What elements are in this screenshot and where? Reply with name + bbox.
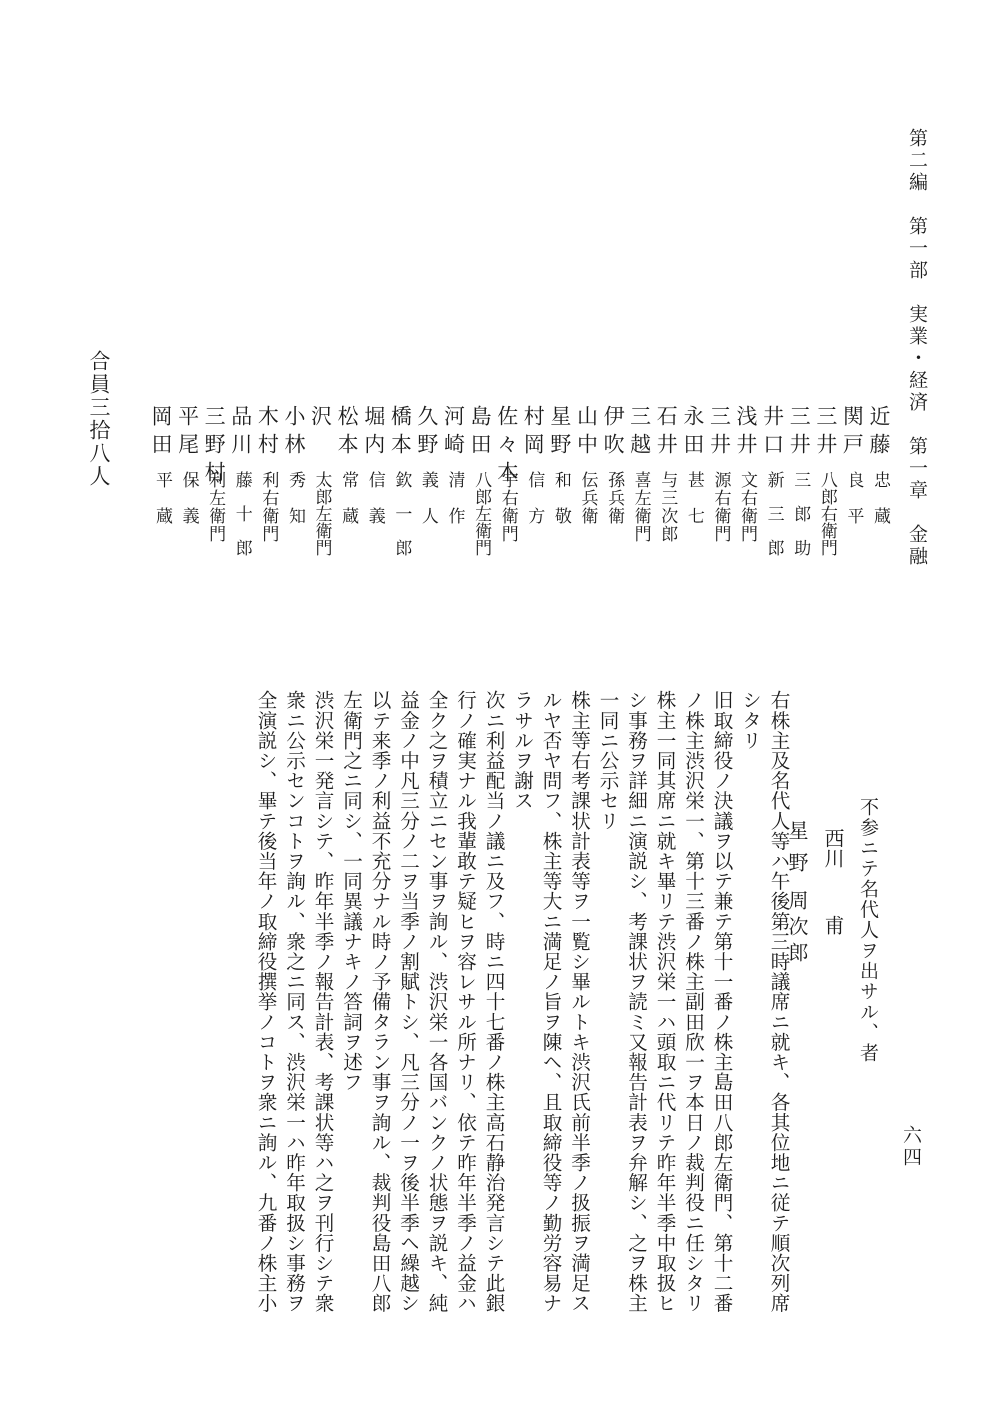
member-surname: 浅井 (734, 405, 759, 461)
body-line-text: 一同ニ公示セリ (596, 690, 619, 831)
member-given-name: 三 郎 助 (790, 471, 811, 556)
body-line-text: シ事務ヲ詳細ニ演説シ、考課状ヲ読ミ又報告計表ヲ弁解シ、之ヲ株主 (624, 690, 648, 1314)
member-given-name: 忠 蔵 (870, 471, 890, 525)
roster-member (653, 405, 680, 605)
body-line (336, 690, 365, 1380)
roster-member (599, 405, 626, 605)
member-surname: 堀内 (361, 405, 386, 461)
member-given-name: 八郎左衛門 (471, 471, 492, 556)
body-line (450, 690, 479, 1380)
roster-member (626, 405, 653, 605)
member-given-name: 源右衛門 (710, 471, 731, 543)
body-line-text: 行ノ確実ナル我輩敢テ疑ヒヲ容レサル所ナリ、依テ昨年半季ノ益金ハ (453, 690, 477, 1314)
member-surname: 品川 (228, 405, 253, 461)
body-line (251, 690, 280, 1380)
roster-member (732, 405, 759, 605)
member-surname: 松本 (335, 405, 360, 461)
member-given-name: 文右衛門 (737, 471, 758, 543)
body-line-text: シタリ (738, 690, 762, 751)
roster-member (440, 405, 467, 605)
member-surname: 石井 (654, 405, 679, 461)
body-line (735, 690, 764, 1380)
body-line (279, 690, 308, 1380)
roster-member (254, 405, 281, 605)
member-surname: 三野村 (202, 405, 227, 489)
body-line (536, 690, 565, 1380)
roster-member (706, 405, 733, 605)
body-line-text: 左衛門之ニ同シ、一同異議ナキノ答詞ヲ述フ (339, 690, 363, 1092)
member-given-name: 孫兵衛 (604, 471, 625, 525)
member-roster (147, 405, 892, 605)
body-line (308, 690, 337, 1380)
roster-member (573, 405, 600, 605)
body-line (479, 690, 508, 1380)
member-surname: 橋本 (388, 405, 413, 461)
running-title: 第二編 第一部 実業・経済 第一章 金融 (906, 128, 928, 568)
absent-surname: 星野 (785, 820, 809, 884)
member-surname: 島田 (468, 405, 493, 461)
body-line-text: 渋沢栄一発言シテ、昨年半季ノ報告計表、考課状等ハ之ヲ刊行シテ衆 (311, 690, 334, 1314)
body-line (365, 690, 394, 1380)
absent-surname: 西川 (821, 828, 845, 868)
member-surname: 永田 (680, 405, 705, 461)
absent-heading: 不参ニテ名代人ヲ出サル、者 (857, 797, 879, 1064)
body-line-text: 株主等右考課状計表等ヲ一覧シ畢ルトキ渋沢氏前半季ノ扱振ヲ満足ス (567, 690, 591, 1314)
body-line (678, 690, 707, 1380)
roster-member (786, 405, 813, 605)
roster-member (413, 405, 440, 605)
roster-member (147, 405, 174, 605)
member-total: 合員三拾八人 (87, 350, 111, 488)
member-given-name: 甚 七 (683, 471, 704, 525)
roster-member (201, 405, 228, 605)
member-given-name: 常 蔵 (338, 471, 359, 525)
body-line (621, 690, 650, 1380)
roster-member (387, 405, 414, 605)
member-surname: 三井 (787, 405, 812, 461)
member-surname: 岡田 (148, 405, 173, 461)
member-surname: 久野 (414, 405, 439, 461)
absent-given: 甫 (821, 915, 845, 935)
member-given-name: 平 蔵 (151, 471, 172, 525)
body-line (422, 690, 451, 1380)
member-surname: 三井 (813, 405, 838, 461)
body-line (393, 690, 422, 1380)
member-surname: 村岡 (521, 405, 546, 461)
member-given-name: 与三次郎 (657, 471, 678, 543)
body-line (593, 690, 622, 1380)
member-surname: 小林 (281, 405, 306, 461)
body-line-text: 旧取締役ノ決議ヲ以テ兼テ第十一番ノ株主島田八郎左衛門、第十二番 (710, 690, 733, 1314)
body-line-text: 益金ノ中凡三分ノ二ヲ当季ノ割賦トシ、凡三分ノ一ヲ後半季ヘ繰越シ (396, 690, 420, 1314)
member-surname: 河崎 (441, 405, 466, 461)
roster-member (467, 405, 494, 605)
body-line-text: ルヤ否ヤ問フ、株主等大ニ満足ノ旨ヲ陳ヘ、且取締役等ノ勤労容易ナ (539, 690, 562, 1314)
member-given-name: 信 方 (524, 471, 545, 525)
member-given-name: 欽 一 郎 (391, 471, 412, 556)
roster-member (280, 405, 307, 605)
member-given-name: 太郎左衛門 (311, 471, 332, 556)
body-line-text: 全ク之ヲ積立ニセン事ヲ詢ル、渋沢栄一各国バンクノ状態ヲ説キ、純 (425, 690, 448, 1314)
body-line-text: 全演説シ、畢テ後当年ノ取締役撰挙ノコトヲ衆ニ詢ル、九番ノ株主小 (254, 690, 277, 1314)
roster-member (520, 405, 547, 605)
member-surname: 三越 (627, 405, 652, 461)
member-given-name: 良 平 (843, 471, 864, 525)
minutes-body (251, 690, 793, 1380)
member-given-name: 宇右衛門 (497, 471, 518, 543)
roster-member (759, 405, 786, 605)
roster-member (174, 405, 201, 605)
member-given-name: 和 敬 (550, 471, 571, 525)
member-surname: 三井 (707, 405, 732, 461)
member-surname: 井口 (760, 405, 785, 461)
member-given-name: 喜左衛門 (630, 471, 651, 543)
member-surname: 山中 (574, 405, 599, 461)
roster-member (360, 405, 387, 605)
roster-member (679, 405, 706, 605)
body-line-text: 衆ニ公示センコトヲ詢ル、衆之ニ同ス、渋沢栄一ハ昨年取扱シ事務ヲ (282, 690, 306, 1314)
body-line-text: 次ニ利益配当ノ議ニ及フ、時ニ四十七番ノ株主高石静治発言シテ此銀 (482, 690, 505, 1314)
body-line-text: ノ株主渋沢栄一、第十三番ノ株主副田欣一ヲ本日ノ裁判役ニ任シタリ (681, 690, 705, 1314)
member-given-name: 利左衛門 (205, 471, 226, 543)
member-surname: 関戸 (840, 405, 865, 461)
roster-member (865, 405, 892, 605)
member-given-name: 保 義 (178, 471, 199, 525)
member-surname: 佐々木 (494, 405, 519, 489)
absent-given: 周次郎 (785, 890, 809, 968)
body-line (507, 690, 536, 1380)
body-line-text: ラサルヲ謝ス (510, 690, 534, 811)
member-given-name: 藤 十 郎 (231, 471, 252, 556)
roster-member (334, 405, 361, 605)
body-line (650, 690, 679, 1380)
member-given-name: 義 人 (417, 471, 438, 525)
page-number: 六四 (900, 1125, 922, 1169)
member-surname: 沢 (308, 405, 333, 433)
member-given-name: 清 作 (444, 471, 465, 525)
body-line (764, 690, 793, 1380)
member-surname: 平尾 (175, 405, 200, 461)
roster-member (812, 405, 839, 605)
roster-member (307, 405, 334, 605)
body-line-text: 株主一同其席ニ就キ畢リテ渋沢栄一ハ頭取ニ代リテ昨年半季中取扱ヒ (653, 690, 676, 1314)
member-given-name: 利右衛門 (258, 471, 279, 543)
member-surname: 星野 (547, 405, 572, 461)
body-line-text: 以テ来季ノ利益不充分ナル時ノ予備タラン事ヲ詢ル、裁判役島田八郎 (368, 690, 391, 1314)
body-line-text: 右株主及名代人等ハ午後第三時議席ニ就キ、各其位地ニ従テ順次列席 (767, 690, 790, 1314)
member-given-name: 伝兵衛 (577, 471, 598, 525)
member-given-name: 秀 知 (284, 471, 305, 525)
roster-member (227, 405, 254, 605)
body-line (707, 690, 736, 1380)
body-line (564, 690, 593, 1380)
member-given-name: 新 三 郎 (763, 471, 784, 556)
roster-member (493, 405, 520, 605)
roster-member (546, 405, 573, 605)
member-surname: 木村 (255, 405, 280, 461)
member-surname: 伊吹 (601, 405, 626, 461)
member-given-name: 八郎右衛門 (816, 471, 837, 556)
roster-member (839, 405, 866, 605)
member-given-name: 信 義 (364, 471, 385, 525)
member-surname: 近藤 (867, 405, 891, 461)
